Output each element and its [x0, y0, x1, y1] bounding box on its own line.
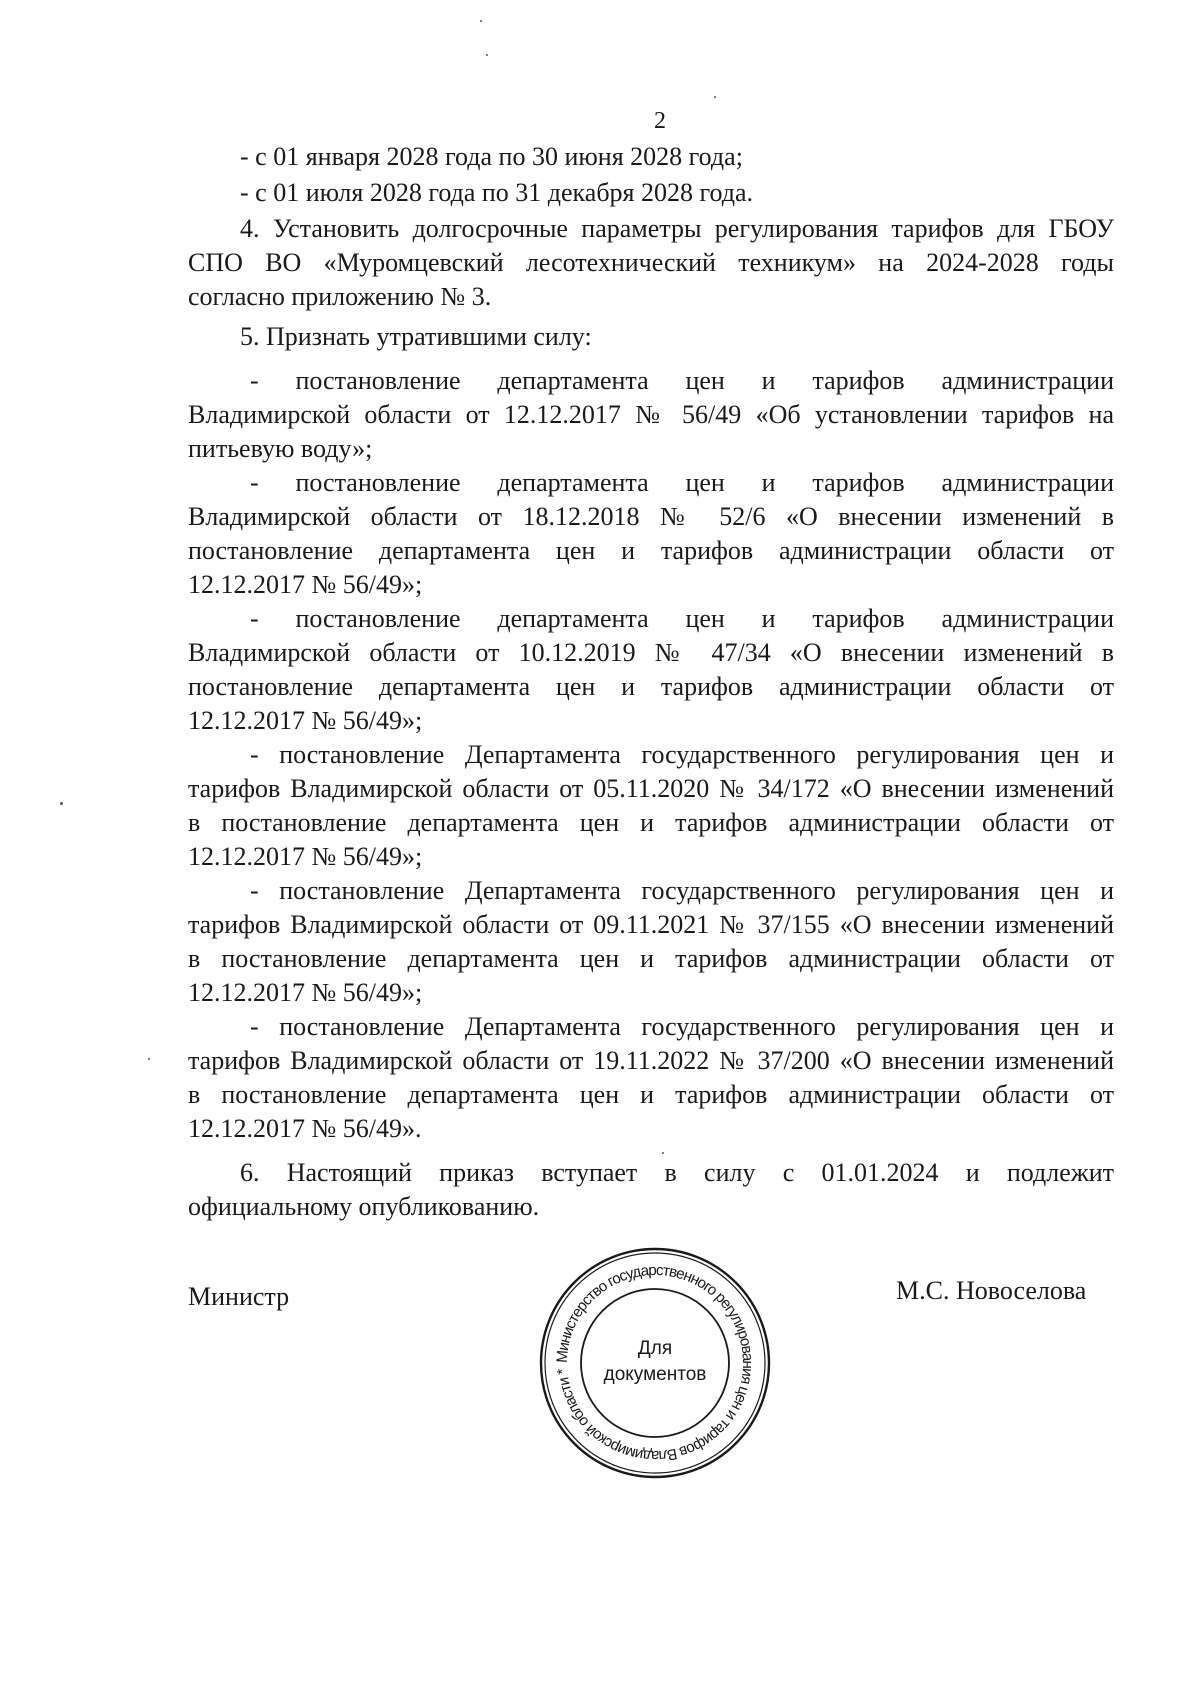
repealed-item-5-line-1: - постановление Департамента государственного регулирования цен и [250, 876, 1114, 905]
repealed-item-3-line-2: Владимирской области от 10.12.2019 № 47/34 «О внесении изменений в [188, 638, 1114, 667]
repealed-item-2-line-4: 12.12.2017 № 56/49»; [188, 570, 423, 599]
repealed-item-6-line-4: 12.12.2017 № 56/49». [188, 1114, 422, 1143]
period-list [188, 140, 1114, 210]
paragraph-5-heading: 5. Признать утратившими силу: [240, 322, 592, 351]
repealed-item-4-line-1: - постановление Департамента государственного регулирования цен и [250, 740, 1114, 769]
repealed-item-6-line-3: в постановление департамента цен и тарифов администрации области от [188, 1080, 1114, 1109]
repealed-item-5-line-4: 12.12.2017 № 56/49»; [188, 978, 423, 1007]
repealed-item-4-line-4: 12.12.2017 № 56/49»; [188, 842, 423, 871]
repealed-item-2-line-1: - постановление департамента цен и тарифов администрации [250, 468, 1114, 497]
repealed-item-2-line-2: Владимирской области от 18.12.2018 № 52/6 «О внесении изменений в [188, 502, 1114, 531]
repealed-item-1 [188, 364, 1114, 466]
repealed-item-3 [188, 602, 1114, 738]
period-line-1: - с 01 января 2028 года по 30 июня 2028 года; [240, 142, 743, 171]
paragraph-4-line-2: СПО ВО «Муромцевский лесотехнический техникум» на 2024-2028 годы [188, 248, 1114, 277]
seal-center-line-1: Для [637, 1338, 673, 1359]
scan-speck [486, 54, 488, 56]
paragraph-5 [188, 320, 1114, 354]
repealed-item-2-line-3: постановление департамента цен и тарифов администрации области от [188, 536, 1114, 565]
paragraph-4 [188, 212, 1114, 314]
seal-outer-inner-ring [545, 1253, 765, 1473]
scan-speck [148, 1058, 150, 1060]
scan-speck [60, 802, 63, 805]
repealed-item-5 [188, 874, 1114, 1010]
seal-ring-text: Министерство государственного регулирования цен и тарифов Владимирской области * [553, 1261, 757, 1465]
page-number: 2 [654, 108, 666, 134]
repealed-item-3-line-4: 12.12.2017 № 56/49»; [188, 706, 423, 735]
repealed-item-6-line-2: тарифов Владимирской области от 19.11.2022 № 37/200 «О внесении изменений [188, 1046, 1114, 1075]
signatory-name: М.С. Новоселова [896, 1276, 1087, 1305]
seal-inner-ring [581, 1289, 729, 1437]
period-line-2: - с 01 июля 2028 года по 31 декабря 2028 года. [240, 178, 754, 207]
seal-center-line-2: документов [603, 1364, 707, 1385]
scan-speck [662, 1152, 664, 1154]
repealed-item-1-line-2: Владимирской области от 12.12.2017 № 56/49 «Об установлении тарифов на [188, 400, 1114, 429]
repealed-item-6 [188, 1010, 1114, 1146]
scan-speck [480, 20, 482, 22]
repealed-item-4-line-3: в постановление департамента цен и тарифов администрации области от [188, 808, 1114, 837]
paragraph-6 [188, 1156, 1114, 1224]
paragraph-6-line-2: официальному опубликованию. [188, 1192, 540, 1221]
repealed-item-3-line-1: - постановление департамента цен и тарифов администрации [250, 604, 1114, 633]
repealed-item-1-line-1: - постановление департамента цен и тарифов администрации [250, 366, 1114, 395]
repealed-item-2 [188, 466, 1114, 602]
seal-outer-ring [541, 1249, 769, 1477]
repealed-item-4-line-2: тарифов Владимирской области от 05.11.2020 № 34/172 «О внесении изменений [188, 774, 1114, 803]
repealed-item-5-line-3: в постановление департамента цен и тарифов администрации области от [188, 944, 1114, 973]
paragraph-4-line-3: согласно приложению № 3. [188, 282, 492, 311]
paragraph-4-line-1: 4. Установить долгосрочные параметры регулирования тарифов для ГБОУ [240, 214, 1114, 243]
repealed-item-6-line-1: - постановление Департамента государственного регулирования цен и [250, 1012, 1114, 1041]
repealed-item-3-line-3: постановление департамента цен и тарифов администрации области от [188, 672, 1114, 701]
paragraph-6-line-1: 6. Настоящий приказ вступает в силу с 01.01.2024 и подлежит [240, 1158, 1114, 1187]
signatory-title: Министр [188, 1282, 290, 1311]
official-seal-stamp [538, 1246, 772, 1480]
repealed-item-1-line-3: питьевую воду»; [188, 434, 373, 463]
scan-speck [714, 96, 716, 98]
repealed-item-5-line-2: тарифов Владимирской области от 09.11.2021 № 37/155 «О внесении изменений [188, 910, 1114, 939]
repealed-item-4 [188, 738, 1114, 874]
